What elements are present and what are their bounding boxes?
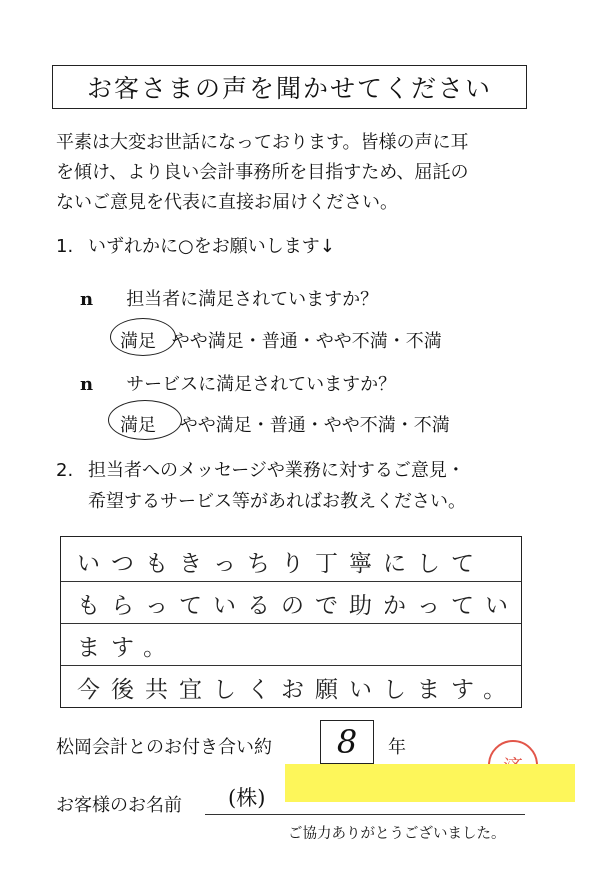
option[interactable]: 普通 (261, 331, 298, 352)
bullet: n (80, 289, 94, 310)
message-box[interactable] (60, 536, 522, 708)
option[interactable]: やや満足 (179, 415, 252, 436)
handwritten-line: いつもきっちり丁寧にして (77, 551, 485, 577)
thanks-text: ご協力ありがとうございました。 (288, 826, 506, 842)
page-title: お客さまの声を聞かせてください (52, 65, 527, 109)
question-1 (56, 232, 335, 258)
option[interactable]: 満足 (120, 331, 156, 352)
question-number: 2. (56, 460, 74, 481)
years-unit: 年 (388, 737, 406, 758)
intro-text (56, 128, 536, 218)
intro-line: を傾け、より良い会計事務所を目指すため、屈託の (56, 162, 469, 183)
options-row-staff: 満足 やや満足・普通・やや不満・不満 (120, 331, 442, 352)
question-line: 希望するサービス等があればお教えください。 (88, 491, 466, 512)
handwritten-line: 今後共宜しくお願いします。 (77, 677, 518, 703)
option[interactable]: 普通 (269, 415, 306, 436)
option[interactable]: やや満足 (171, 331, 244, 352)
question-label: 担当者に満足されていますか？ (126, 289, 379, 310)
question-number: 1. (56, 236, 74, 257)
intro-line: 平素は大変お世話になっております。皆様の声に耳 (56, 132, 469, 153)
handwritten-line: ます。 (77, 635, 178, 661)
intro-line: ないご意見を代表に直接お届けください。 (56, 192, 398, 213)
years-label: 松岡会計とのお付き合い約 (56, 737, 272, 758)
options-row-service: 満足 やや満足・普通・やや不満・不満 (120, 415, 450, 436)
rule-line (61, 623, 521, 624)
redaction-highlight (285, 764, 575, 802)
bullet: n (80, 374, 94, 395)
years-field[interactable]: 8 (320, 720, 374, 764)
question-label: サービスに満足されていますか？ (126, 374, 397, 395)
handwritten-line: もらっているので助かってい (77, 593, 519, 619)
question-line: 担当者へのメッセージや業務に対するご意見・ (88, 460, 465, 481)
option[interactable]: 不満 (405, 331, 442, 352)
question-text: いずれかに○をお願いします↓ (88, 236, 335, 257)
satisfaction-question-staff (80, 285, 378, 311)
rule-line (61, 665, 521, 666)
satisfaction-question-service (80, 370, 396, 396)
name-field[interactable]: (株) (228, 786, 266, 810)
option[interactable]: 満足 (120, 415, 156, 436)
name-underline (205, 814, 525, 815)
name-label: お客様のお名前 (56, 795, 182, 816)
option[interactable]: 不満 (413, 415, 450, 436)
rule-line (61, 581, 521, 582)
option[interactable]: やや不満 (315, 331, 388, 352)
question-2 (56, 455, 466, 517)
option[interactable]: やや不満 (323, 415, 396, 436)
